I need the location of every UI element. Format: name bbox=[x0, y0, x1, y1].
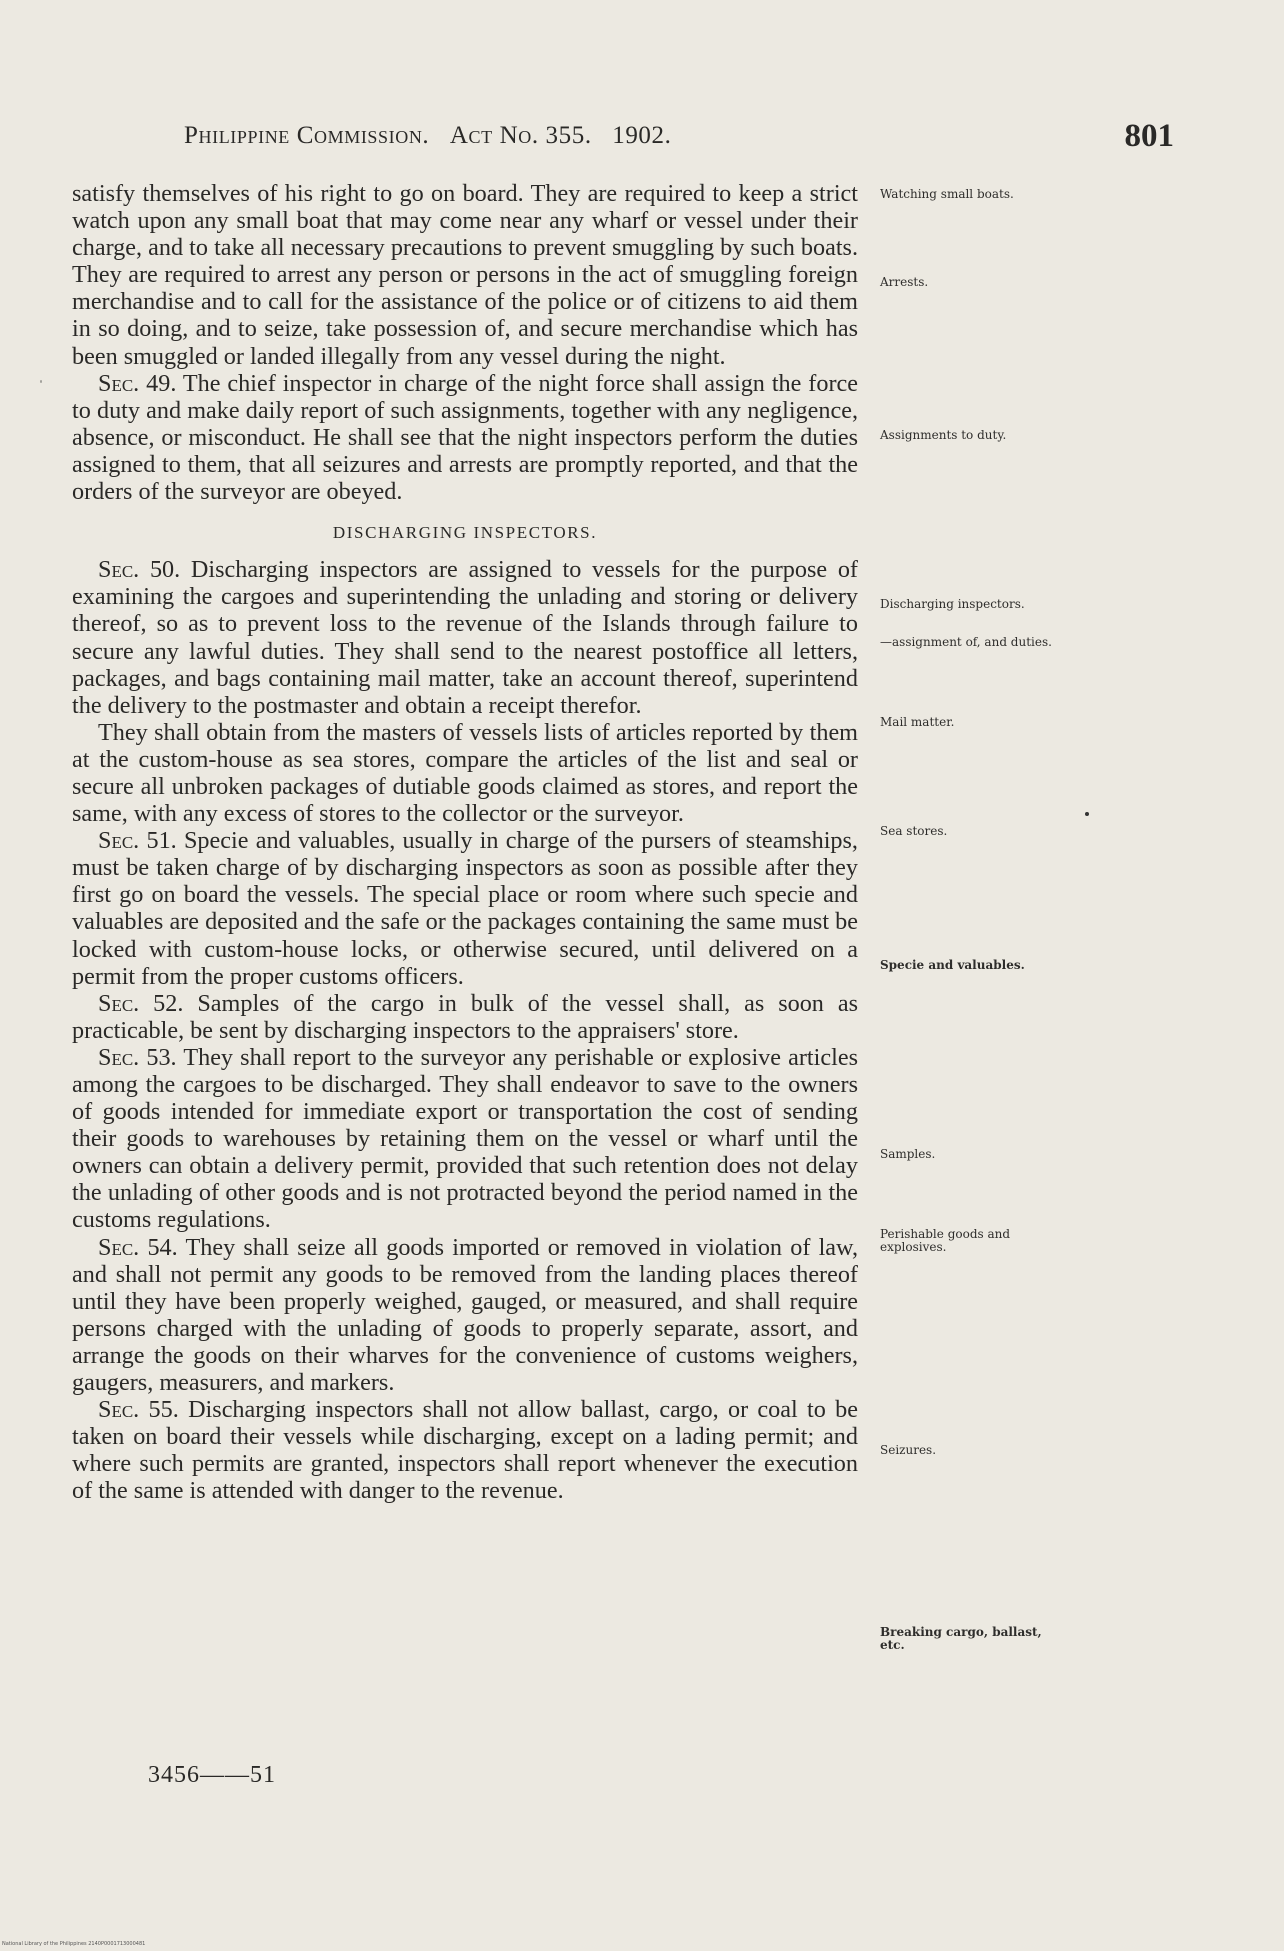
paragraph-continuation: satisfy themselves of his right to go on board. They are required to keep a strict watch upon any small boat that may come near any wharf or vessel under their charge, and to take all necessary precautions to prevent smuggling by such boats. They are required to arrest any person or persons in the act of smuggling foreign merchandise and to call for the assistance of the police or of citizens to aid them in so doing, and to seize, take possession of, and secure merchandise which has been smuggled or landed illegally from any vessel during the night. bbox=[72, 180, 858, 370]
running-head bbox=[184, 122, 671, 150]
section-number: Sec. 52. bbox=[98, 989, 184, 1017]
section-heading: DISCHARGING INSPECTORS. bbox=[332, 523, 598, 543]
sidenote-mail-matter: Mail matter. bbox=[880, 715, 955, 729]
paragraph-sec-53: Sec. 53. They shall report to the surveyor any perishable or explosive articles among the cargoes to be discharged. They shall endeavor to save to the owners of goods intended for immediate export or transportation the cost of sending their goods to warehouses by retaining them on the vessel or wharf until the owners can obtain a delivery permit, provided that such retention does not delay the unlading of other goods and is not protracted beyond the period named in the customs regulations. bbox=[72, 1043, 858, 1234]
paragraph-sec-50: Sec. 50. Discharging inspectors are assigned to vessels for the purpose of examining the cargoes and superintending the unlading and storing or delivery thereof, so as to prevent loss to the revenue of the Islands through failure to secure any lawful duties. They shall send to the nearest postoffice all letters, packages, and bags containing mail matter, take an account thereof, superintend the delivery to the postmaster and obtain a receipt therefor. bbox=[72, 556, 858, 719]
body-text bbox=[72, 180, 858, 1505]
scan-source-stamp: National Library of the Philippines 2140P0001713000481 bbox=[2, 1941, 146, 1947]
running-head-act: Act No. 355. bbox=[449, 122, 592, 149]
printer-signature-mark: 3456——51 bbox=[148, 1762, 276, 1788]
paragraph-sec-55: Sec. 55. Discharging inspectors shall not allow ballast, cargo, or coal to be taken on board their vessels while discharging, except on a lading permit; and where such permits are granted, inspectors shall report whenever the execution of the same is attended with danger to the revenue. bbox=[72, 1396, 858, 1505]
running-head-year: 1902. bbox=[612, 122, 672, 149]
scan-speck bbox=[40, 380, 42, 383]
paragraph-sec-54: Sec. 54. They shall seize all goods imported or removed in violation of law, and shall not permit any goods to be removed from the landing places thereof until they have been properly weighed, gauged, or measured, and shall require persons charged with the unlading of goods to properly separate, assort, and arrange the goods on their wharves for the convenience of customs weighers, gaugers, measurers, and markers. bbox=[72, 1233, 858, 1397]
paragraph-sec-49: Sec. 49. The chief inspector in charge of the night force shall assign the force to duty and make daily report of such assignments, together with any negligence, absence, or misconduct. He shall see that the night inspectors perform the duties assigned to them, that all seizures and arrests are promptly reported, and that the orders of the surveyor are obeyed. bbox=[72, 369, 858, 506]
sidenote-specie-valuables: Specie and valuables. bbox=[880, 958, 1025, 972]
sidenote-watching-small-boats: Watching small boats. bbox=[880, 187, 1014, 201]
section-number: Sec. 54. bbox=[98, 1233, 178, 1261]
sidenote-seizures: Seizures. bbox=[880, 1443, 937, 1457]
running-head-commission: Philippine Commission. bbox=[184, 122, 430, 149]
page-number: 801 bbox=[1124, 118, 1174, 154]
sidenote-discharging-inspectors: Discharging inspectors. bbox=[880, 597, 1025, 611]
sidenote-arrests: Arrests. bbox=[880, 275, 929, 289]
sidenote-breaking-cargo: Breaking cargo, ballast, etc. bbox=[880, 1625, 1042, 1652]
sidenote-samples: Samples. bbox=[880, 1147, 936, 1161]
sidenote-perishable-goods: Perishable goods and explosives. bbox=[880, 1227, 1011, 1254]
page-header bbox=[184, 118, 1174, 158]
paragraph-sea-stores: They shall obtain from the masters of vessels lists of articles reported by them at the custom-house as sea stores, compare the articles of the list and seal or secure all unbroken packages of dutiable goods claimed as stores, and report the same, with any excess of stores to the collector or the surveyor. bbox=[72, 718, 858, 828]
sidenote-assignment-duties: —assignment of, and duties. bbox=[880, 635, 1052, 649]
section-number: Sec. 51. bbox=[98, 827, 177, 855]
paragraph-sec-51: Sec. 51. Specie and valuables, usually in charge of the pursers of steamships, must be taken charge of by discharging inspectors as soon as possible after they first go on board the vessels. The special place or room where such specie and valuables are deposited and the safe or the packages containing the same must be locked with custom-house locks, or otherwise secured, until delivered on a permit from the proper customs officers. bbox=[72, 827, 858, 990]
section-number: Sec. 53. bbox=[98, 1043, 177, 1071]
paragraph-sec-52: Sec. 52. Samples of the cargo in bulk of the vessel shall, as soon as practicable, be sent by discharging inspectors to the appraisers' store. bbox=[72, 989, 858, 1044]
section-number: Sec. 55. bbox=[98, 1396, 179, 1424]
scan-speck bbox=[1085, 812, 1089, 816]
sidenote-sea-stores: Sea stores. bbox=[880, 824, 948, 838]
section-number: Sec. 50. bbox=[98, 556, 181, 584]
sidenote-assignments-to-duty: Assignments to duty. bbox=[880, 428, 1007, 442]
section-number: Sec. 49. bbox=[98, 369, 177, 397]
